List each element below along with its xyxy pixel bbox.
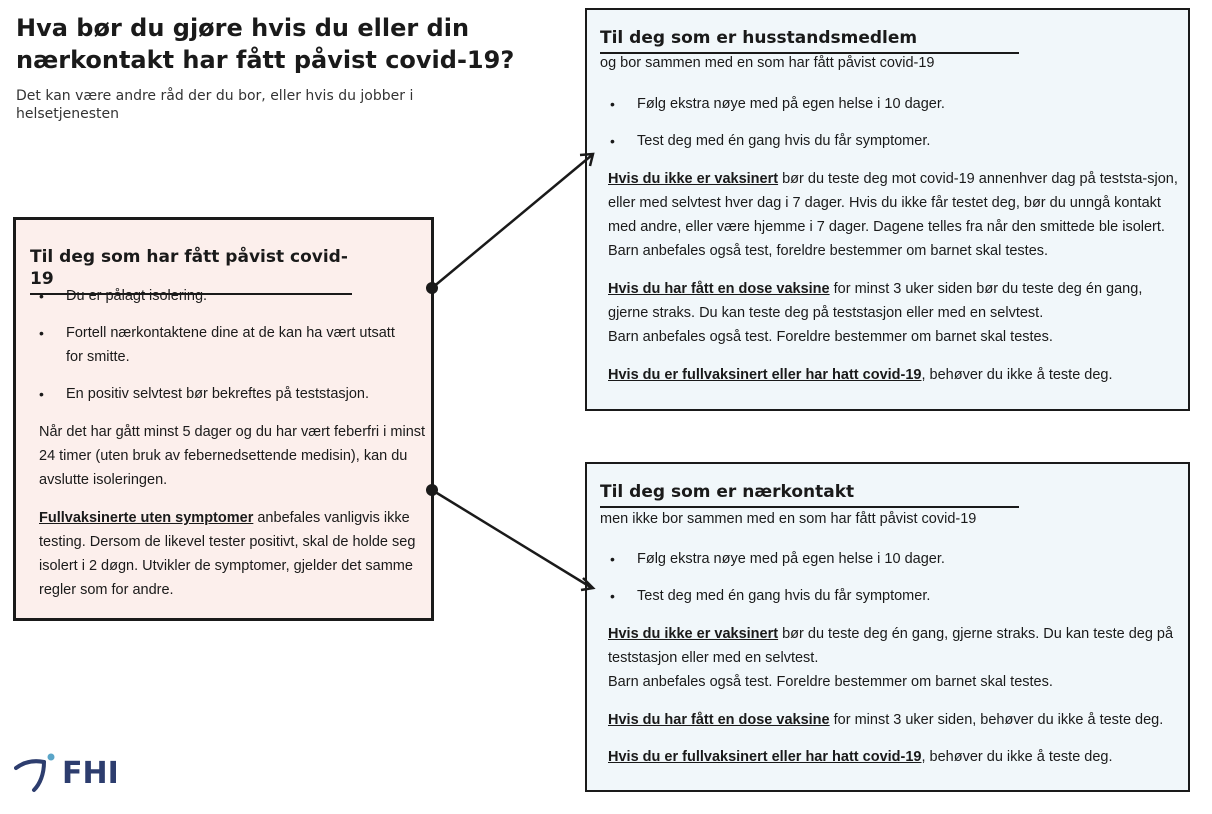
paragraph-text: bør du teste deg mot covid-19 annenhver dag på teststa-sjon, eller med selvtest hver dag i 7 dager. Hvis du ikke får testet deg, bør du unngå kontakt med andre, eller være hjemme i 7 dager. Dagene telles fra når den smittede ble isolert. Barn anbefales også test, foreldre bestemmer om barnet skal testes. <box>608 171 1178 259</box>
page-title: Hva bør du gjøre hvis du eller din nærkontakt har fått påvist covid-19? <box>16 14 515 74</box>
paragraph-lead: Hvis du har fått en dose vaksine <box>608 712 830 728</box>
close-contact-box-subheading: men ikke bor sammen med en som har fått påvist covid-19 <box>600 511 977 527</box>
paragraph-lead: Hvis du er fullvaksinert eller har hatt covid-19 <box>608 749 922 765</box>
paragraph-text: , behøver du ikke å teste deg. <box>921 749 1113 765</box>
paragraph-lead: Hvis du ikke er vaksinert <box>608 171 779 187</box>
fhi-logo-text: FHI <box>62 756 119 791</box>
bullet-item: • Test deg med én gang hvis du får symptomer. <box>610 584 1170 608</box>
bullet-item: • Fortell nærkontaktene dine at de kan ha vært utsatt for smitte. <box>39 321 409 369</box>
paragraph-text: anbefales vanligvis ikke testing. Dersom de likevel tester positivt, skal de holde seg isolert i 2 døgn. Utvikler de symptomer, gjelder det samme regler som for andre. <box>39 510 416 598</box>
isolation-end-paragraph: Når det har gått minst 5 dager og du har vært feberfri i minst 24 timer (uten bruk av febernedsettende medisin), kan du avslutte isoleringen. <box>39 424 426 488</box>
paragraph-text: Barn anbefales også test. Foreldre bestemmer om barnet skal testes. <box>608 329 1053 345</box>
paragraph-text: , behøver du ikke å teste deg. <box>921 367 1113 383</box>
paragraph-text: for minst 3 uker siden, behøver du ikke å teste deg. <box>829 712 1164 728</box>
page-subtitle: Det kan være andre råd der du bor, eller hvis du jobber i helsetjenesten <box>16 88 414 122</box>
household-box-subheading: og bor sammen med en som har fått påvist covid-19 <box>600 55 935 71</box>
paragraph-lead: Hvis du er fullvaksinert eller har hatt covid-19 <box>608 367 922 383</box>
paragraph-lead: Fullvaksinerte uten symptomer <box>39 510 254 526</box>
paragraph-lead: Hvis du ikke er vaksinert <box>608 626 779 642</box>
bullet-item: • Du er pålagt isolering. <box>39 284 409 308</box>
household-box-heading: Til deg som er husstandsmedlem <box>600 27 1019 54</box>
fhi-logo <box>14 752 119 794</box>
bullet-item: • Følg ekstra nøye med på egen helse i 10 dager. <box>610 92 1170 116</box>
paragraph-text: bør du teste deg én gang, gjerne straks. Du kan teste deg på teststasjon eller med en selvtest. <box>608 626 1174 666</box>
paragraph-text: Barn anbefales også test. Foreldre bestemmer om barnet skal testes. <box>608 674 1053 690</box>
bullet-item: • Test deg med én gang hvis du får symptomer. <box>610 129 1170 153</box>
fhi-logo-mark <box>14 752 60 794</box>
paragraph-lead: Hvis du har fått en dose vaksine <box>608 281 830 297</box>
arrow-to-close-contact <box>426 484 593 590</box>
close-contact-box-heading: Til deg som er nærkontakt <box>600 481 1019 508</box>
infected-box-heading: Til deg som har fått påvist covid-19 <box>30 246 352 295</box>
bullet-item: • Følg ekstra nøye med på egen helse i 10 dager. <box>610 547 1170 571</box>
paragraph-text: for minst 3 uker siden bør du teste deg én gang, gjerne straks. Du kan teste deg på teststasjon eller med en selvtest. <box>608 281 1143 321</box>
bullet-item: • En positiv selvtest bør bekreftes på teststasjon. <box>39 382 409 406</box>
arrow-to-household <box>426 154 593 294</box>
